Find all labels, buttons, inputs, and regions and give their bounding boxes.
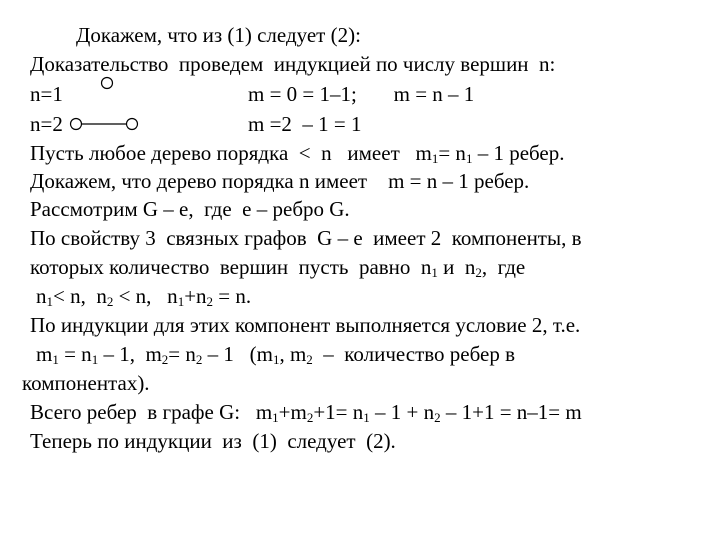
case-n2-label: n=2 xyxy=(30,112,63,136)
vertex-count-line: которых количество вершин пусть равно $n_1$ и $n_2$, где xyxy=(30,255,526,280)
inequality-line: $n_1< n$, $n_2 < n$, $n_1+n_2 = n$. xyxy=(36,284,252,309)
proof-heading: Докажем, что из (1) следует (2): xyxy=(76,23,361,47)
induction-step-goal: Докажем, что дерево порядка n имеет m = n – 1 ребер. xyxy=(30,169,530,193)
induction-application-line: По индукции для этих компонент выполняется условие 2, т.е. xyxy=(30,313,581,337)
vertex-node xyxy=(102,78,113,89)
case-n1-label: n=1 xyxy=(30,82,63,106)
two-vertex-graph xyxy=(71,119,138,130)
consider-graph-line: Рассмотрим G – e, где e – ребро G. xyxy=(30,197,350,221)
property-line: По свойству 3 связных графов G – e имеет 2 компоненты, в xyxy=(30,226,582,250)
conclusion-line: Теперь по индукции из (1) следует (2). xyxy=(30,429,396,453)
single-vertex-graph xyxy=(102,78,113,89)
case-n2-formula: m =2 – 1 = 1 xyxy=(248,112,362,136)
vertex-node xyxy=(127,119,138,130)
induction-hypothesis: Пусть любое дерево порядка < n имеет $m_1= n_1 - 1$ ребер. xyxy=(30,141,565,166)
vertex-node xyxy=(71,119,82,130)
component-edges-line: $m_1 = n_1 - 1$, $m_2= n_2 - 1$ ($m_1$, $m_2$ – количество ребер в xyxy=(36,342,516,367)
total-edges-line: Всего ребер в графе G: $m_1+m_2+1= n_1 - 1 + n_2 - 1+1 = n-1= m$ xyxy=(30,400,582,425)
components-continuation: компонентах). xyxy=(22,371,150,395)
proof-method-line: Доказательство проведем индукцией по числу вершин n: xyxy=(30,52,556,76)
case-n1-formula: m = 0 = 1–1; m = n – 1 xyxy=(248,82,475,106)
